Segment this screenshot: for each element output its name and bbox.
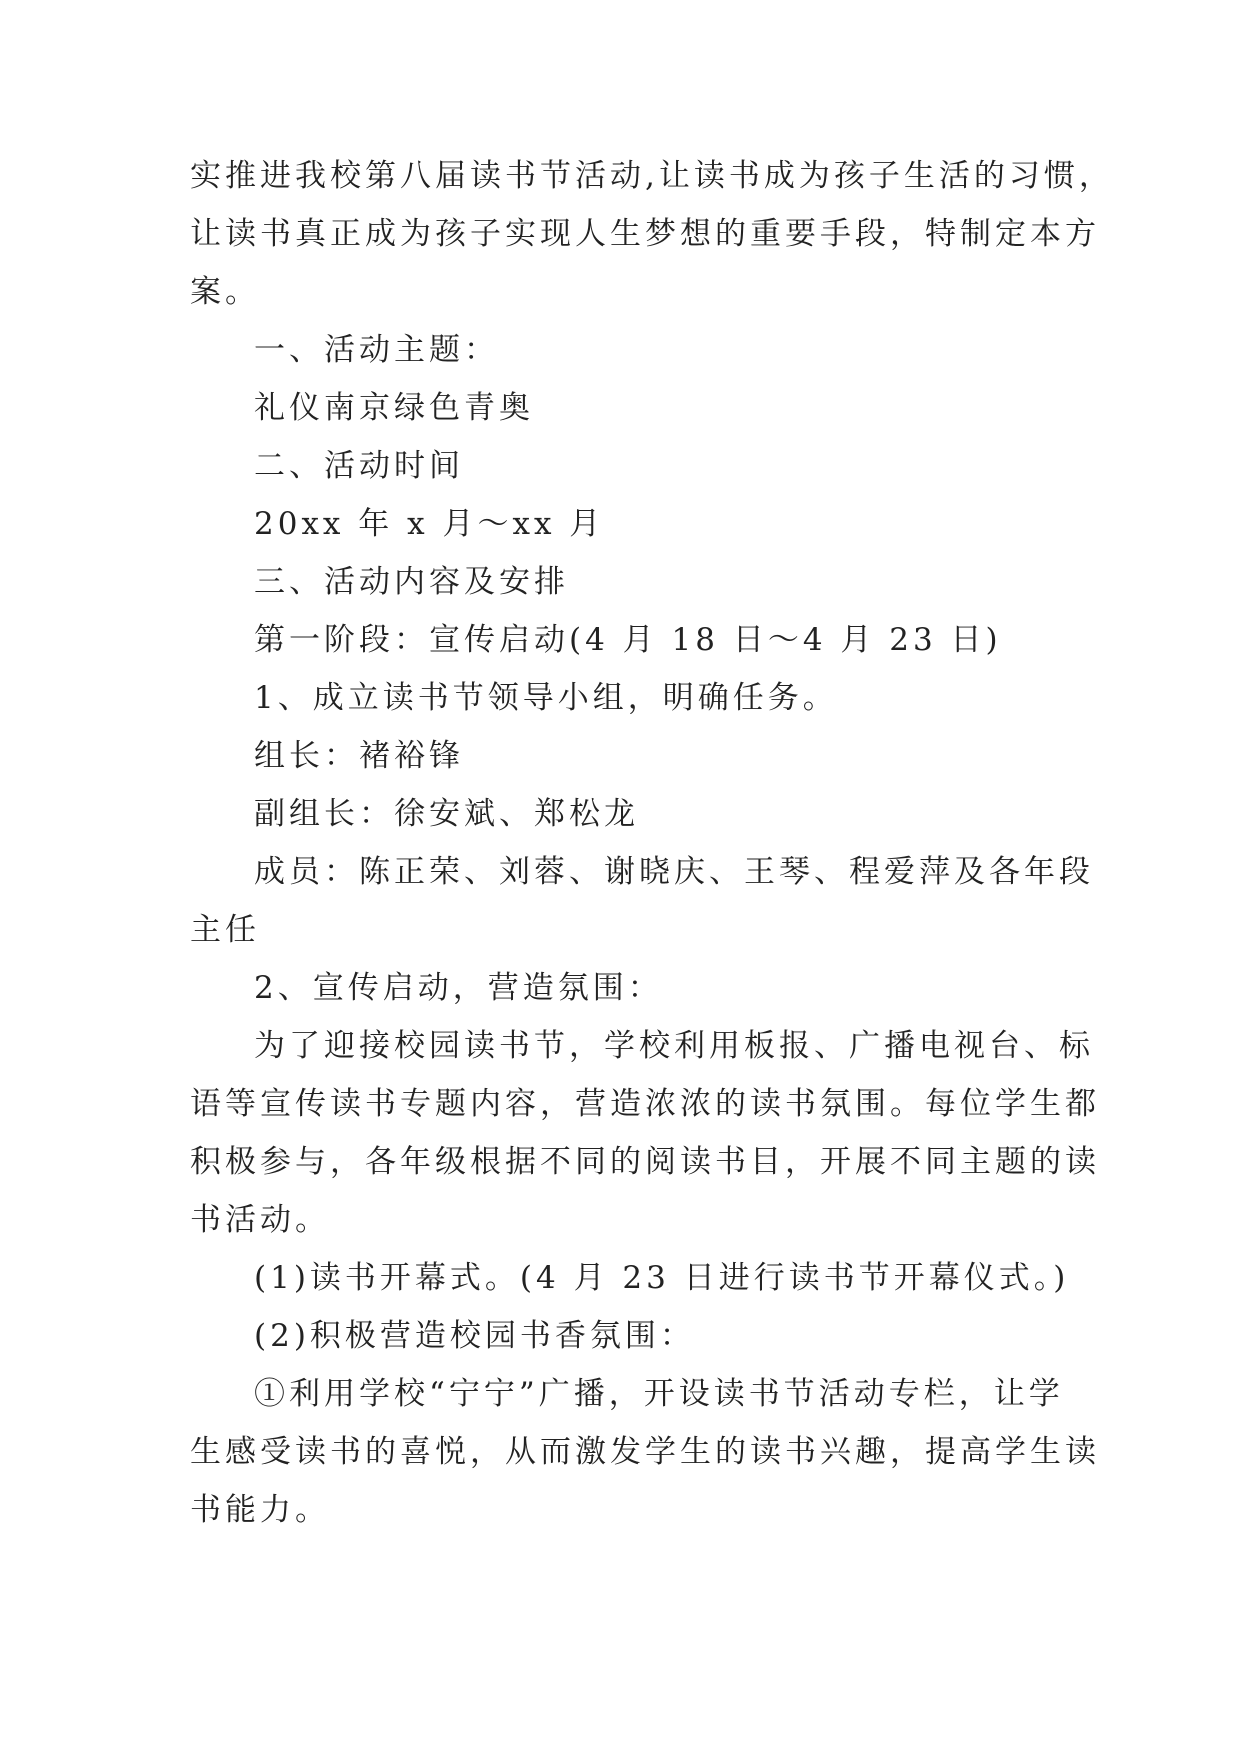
paragraph-line: 20xx 年 x 月～xx 月 (254, 506, 605, 542)
paragraph-line: 生感受读书的喜悦，从而激发学生的读书兴趣，提高学生读 (190, 1434, 1100, 1470)
paragraph-line: 书能力。 (190, 1492, 330, 1528)
paragraph-line: 主任 (190, 912, 260, 948)
paragraph-line: (1)读书开幕式。(4 月 23 日进行读书节开幕仪式。) (254, 1260, 1070, 1296)
paragraph-line: 语等宣传读书专题内容，营造浓浓的读书氛围。每位学生都 (190, 1086, 1100, 1122)
paragraph-line: 组长：褚裕锋 (254, 738, 464, 774)
paragraph-line: (2)积极营造校园书香氛围： (254, 1318, 695, 1354)
paragraph-line: 副组长：徐安斌、郑松龙 (254, 796, 639, 832)
paragraph-line: 2、宣传启动，营造氛围： (254, 970, 663, 1006)
paragraph-line: 成员：陈正荣、刘蓉、谢晓庆、王琴、程爱萍及各年段 (254, 854, 1094, 890)
section-heading: 一、活动主题： (254, 332, 499, 368)
paragraph-line: 第一阶段：宣传启动(4 月 18 日～4 月 23 日) (254, 622, 1002, 658)
paragraph-line: 实推进我校第八届读书节活动,让读书成为孩子生活的习惯， (190, 158, 1114, 194)
section-heading: 三、活动内容及安排 (254, 564, 569, 600)
document-body (190, 147, 1114, 1539)
paragraph-line: 书活动。 (190, 1202, 330, 1238)
paragraph-line: 1、成立读书节领导小组，明确任务。 (254, 680, 838, 716)
paragraph-line: 礼仪南京绿色青奥 (254, 390, 534, 426)
paragraph-line: 案。 (190, 274, 260, 310)
paragraph-line: 为了迎接校园读书节，学校利用板报、广播电视台、标 (254, 1028, 1094, 1064)
section-heading: 二、活动时间 (254, 448, 464, 484)
paragraph-line: ①利用学校“宁宁”广播，开设读书节活动专栏，让学 (254, 1376, 1064, 1412)
paragraph-line: 让读书真正成为孩子实现人生梦想的重要手段，特制定本方 (190, 216, 1100, 252)
paragraph-line: 积极参与，各年级根据不同的阅读书目，开展不同主题的读 (190, 1144, 1100, 1180)
